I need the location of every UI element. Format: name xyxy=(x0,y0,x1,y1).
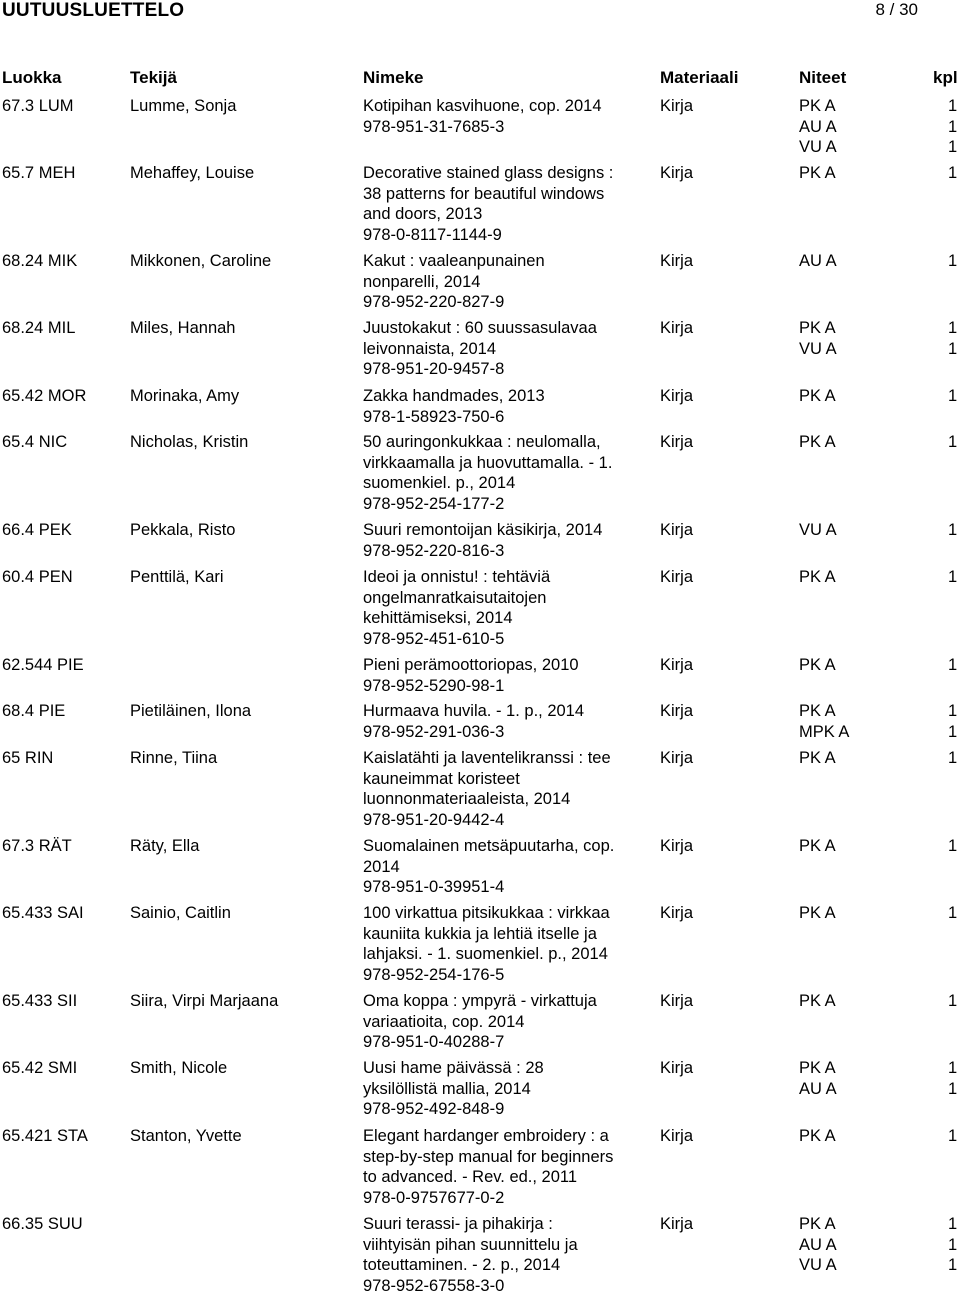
record-class: 68.24 MIL xyxy=(2,319,76,337)
record-title xyxy=(363,163,613,245)
record-title xyxy=(363,318,597,380)
record-title xyxy=(363,903,610,985)
record-isbn: 978-0-8117-1144-9 xyxy=(363,225,502,244)
record-title-line: Pieni perämoottoriopas, 2010 xyxy=(363,656,579,674)
record-title xyxy=(363,96,602,137)
holding-location: PK A xyxy=(799,656,836,674)
record-title xyxy=(363,567,550,649)
record-title-line: Decorative stained glass designs : xyxy=(363,164,614,182)
record-material: Kirja xyxy=(660,702,694,720)
holding-location: PK A xyxy=(799,387,836,405)
record-author: Nicholas, Kristin xyxy=(130,433,249,451)
holding-count: 1 xyxy=(948,339,958,358)
record-title-line: virkkaamalla ja huovuttamalla. - 1. xyxy=(363,453,613,472)
column-header-material: Materiaali xyxy=(660,68,739,87)
record-isbn: 978-952-492-848-9 xyxy=(363,1100,505,1119)
record-title-line: suomenkiel. p., 2014 xyxy=(363,474,516,493)
record-title-line: Elegant hardanger embroidery : a xyxy=(363,1127,609,1145)
record-class: 60.4 PEN xyxy=(2,568,73,586)
record-title-line: ongelmanratkaisutaitojen xyxy=(363,588,547,607)
record-material: Kirja xyxy=(660,568,694,586)
record-material: Kirja xyxy=(660,387,694,405)
record-title xyxy=(363,836,614,898)
record-title-line: Zakka handmades, 2013 xyxy=(363,387,545,405)
holding-count: 1 xyxy=(948,164,958,182)
record-class: 65.433 SAI xyxy=(2,904,84,922)
record-class: 65.7 MEH xyxy=(2,164,76,182)
record-title-line: 2014 xyxy=(363,857,400,876)
record-author: Smith, Nicole xyxy=(130,1059,228,1077)
column-header-class: Luokka xyxy=(2,68,62,87)
record-isbn: 978-951-31-7685-3 xyxy=(363,117,505,136)
record-title-line: kauneimmat koristeet xyxy=(363,769,520,788)
holding-location: MPK A xyxy=(799,722,850,741)
record-isbn: 978-952-451-610-5 xyxy=(363,629,505,648)
record-material: Kirja xyxy=(660,97,694,115)
holding-location: PK A xyxy=(799,1059,836,1077)
record-title-line: lahjaksi. - 1. suomenkiel. p., 2014 xyxy=(363,945,608,964)
holding-count: 1 xyxy=(948,117,958,136)
holding-count: 1 xyxy=(948,656,958,674)
holding-location: VU A xyxy=(799,138,837,157)
record-title xyxy=(363,520,602,561)
record-class: 65 RIN xyxy=(2,749,54,767)
record-title xyxy=(363,748,611,830)
record-class: 65.42 MOR xyxy=(2,387,87,405)
record-author: Penttilä, Kari xyxy=(130,568,224,586)
record-material: Kirja xyxy=(660,656,694,674)
holding-location: PK A xyxy=(799,702,836,720)
holding-location: VU A xyxy=(799,339,837,358)
record-title-line: Oma koppa : ympyrä - virkattuja xyxy=(363,992,597,1010)
record-class: 68.24 MIK xyxy=(2,252,78,270)
record-isbn: 978-951-20-9457-8 xyxy=(363,360,505,379)
holding-location: PK A xyxy=(799,904,836,922)
record-material: Kirja xyxy=(660,837,694,855)
record-title-line: Ideoi ja onnistu! : tehtäviä xyxy=(363,568,551,586)
record-title-line: 38 patterns for beautiful windows xyxy=(363,184,605,203)
record-isbn: 978-951-0-40288-7 xyxy=(363,1033,505,1052)
record-author: Mehaffey, Louise xyxy=(130,164,255,182)
holding-location: VU A xyxy=(799,1256,837,1275)
record-title xyxy=(363,432,612,514)
record-class: 65.433 SII xyxy=(2,992,78,1010)
record-title-line: Kaislatähti ja laventelikranssi : tee xyxy=(363,749,611,767)
holding-location: AU A xyxy=(799,1079,837,1098)
holding-location: PK A xyxy=(799,1127,836,1145)
record-title-line: Suomalainen metsäpuutarha, cop. xyxy=(363,837,615,855)
record-isbn: 978-952-5290-98-1 xyxy=(363,676,505,695)
record-material: Kirja xyxy=(660,433,694,451)
holding-count: 1 xyxy=(948,749,958,767)
column-header-notes: Niteet xyxy=(799,68,847,87)
holding-location: AU A xyxy=(799,252,837,270)
record-class: 62.544 PIE xyxy=(2,656,84,674)
record-isbn: 978-0-9757677-0-2 xyxy=(363,1188,505,1207)
record-title xyxy=(363,251,545,313)
record-title xyxy=(363,386,545,427)
holding-count: 1 xyxy=(948,722,958,741)
holding-count: 1 xyxy=(948,1215,958,1233)
record-title-line: leivonnaista, 2014 xyxy=(363,339,497,358)
holding-count: 1 xyxy=(948,387,958,405)
record-class: 65.421 STA xyxy=(2,1127,88,1145)
holding-location: AU A xyxy=(799,117,837,136)
record-title-line: and doors, 2013 xyxy=(363,205,483,224)
record-title-line: Suuri remontoijan käsikirja, 2014 xyxy=(363,521,603,539)
record-title-line: Kotipihan kasvihuone, cop. 2014 xyxy=(363,97,602,115)
record-material: Kirja xyxy=(660,164,694,182)
holding-count: 1 xyxy=(948,992,958,1010)
holding-count: 1 xyxy=(948,319,958,337)
holding-location: PK A xyxy=(799,164,836,182)
record-title-line: Juustokakut : 60 suussasulavaa xyxy=(363,319,597,337)
record-title-line: kehittämiseksi, 2014 xyxy=(363,609,513,628)
record-class: 65.42 SMI xyxy=(2,1059,78,1077)
holding-count: 1 xyxy=(948,97,958,115)
record-material: Kirja xyxy=(660,749,694,767)
record-isbn: 978-952-67558-3-0 xyxy=(363,1276,505,1295)
record-material: Kirja xyxy=(660,319,694,337)
record-class: 67.3 LUM xyxy=(2,97,74,115)
record-title-line: luonnonmateriaaleista, 2014 xyxy=(363,790,571,809)
holding-count: 1 xyxy=(948,1235,958,1254)
record-title-line: Suuri terassi- ja pihakirja : xyxy=(363,1215,553,1233)
record-author: Pekkala, Risto xyxy=(130,521,236,539)
holding-location: VU A xyxy=(799,521,837,539)
record-class: 66.35 SUU xyxy=(2,1215,83,1233)
holding-location: PK A xyxy=(799,749,836,767)
record-author: Stanton, Yvette xyxy=(130,1127,242,1145)
record-title-line: Uusi hame päivässä : 28 xyxy=(363,1059,544,1077)
holding-count: 1 xyxy=(948,1079,958,1098)
record-title-line: 50 auringonkukkaa : neulomalla, xyxy=(363,433,601,451)
holding-location: PK A xyxy=(799,837,836,855)
holding-count: 1 xyxy=(948,521,958,539)
record-material: Kirja xyxy=(660,904,694,922)
holding-location: PK A xyxy=(799,992,836,1010)
column-header-count: kpl xyxy=(933,68,958,87)
record-author: Sainio, Caitlin xyxy=(130,904,231,922)
record-class: 68.4 PIE xyxy=(2,702,66,720)
holding-count: 1 xyxy=(948,904,958,922)
record-material: Kirja xyxy=(660,252,694,270)
holding-location: PK A xyxy=(799,319,836,337)
holding-count: 1 xyxy=(948,568,958,586)
record-material: Kirja xyxy=(660,1059,694,1077)
record-title-line: to advanced. - Rev. ed., 2011 xyxy=(363,1168,578,1187)
record-title xyxy=(363,701,584,742)
record-author: Mikkonen, Caroline xyxy=(130,252,272,270)
holding-location: PK A xyxy=(799,568,836,586)
record-material: Kirja xyxy=(660,1215,694,1233)
record-isbn: 978-952-220-816-3 xyxy=(363,541,505,560)
record-author: Räty, Ella xyxy=(130,837,200,855)
record-author: Miles, Hannah xyxy=(130,319,236,337)
record-author: Siira, Virpi Marjaana xyxy=(130,992,279,1010)
record-title-line: toteuttaminen. - 2. p., 2014 xyxy=(363,1256,561,1275)
record-class: 67.3 RÄT xyxy=(2,837,72,855)
record-material: Kirja xyxy=(660,992,694,1010)
record-title-line: kauniita kukkia ja lehtiä itselle ja xyxy=(363,924,597,943)
record-material: Kirja xyxy=(660,521,694,539)
record-material: Kirja xyxy=(660,1127,694,1145)
column-header-author: Tekijä xyxy=(130,68,177,87)
record-title-line: Kakut : vaaleanpunainen xyxy=(363,252,545,270)
record-title xyxy=(363,1214,578,1296)
record-isbn: 978-952-291-036-3 xyxy=(363,722,505,741)
record-isbn: 978-952-254-177-2 xyxy=(363,494,505,513)
holding-count: 1 xyxy=(948,433,958,451)
record-isbn: 978-1-58923-750-6 xyxy=(363,407,505,426)
record-title xyxy=(363,1126,613,1208)
holding-count: 1 xyxy=(948,1256,958,1275)
holding-location: PK A xyxy=(799,1215,836,1233)
record-title-line: 100 virkattua pitsikukkaa : virkkaa xyxy=(363,904,610,922)
record-class: 66.4 PEK xyxy=(2,521,72,539)
record-author: Pietiläinen, Ilona xyxy=(130,702,252,720)
record-title-line: nonparelli, 2014 xyxy=(363,272,481,291)
record-title xyxy=(363,991,597,1053)
record-isbn: 978-951-20-9442-4 xyxy=(363,810,505,829)
page-title: UUTUUSLUETTELO xyxy=(2,0,185,21)
record-title-line: variaatioita, cop. 2014 xyxy=(363,1012,525,1031)
page-number: 8 / 30 xyxy=(875,0,918,19)
holding-count: 1 xyxy=(948,702,958,720)
holding-count: 1 xyxy=(948,138,958,157)
holding-location: PK A xyxy=(799,433,836,451)
record-title xyxy=(363,655,579,696)
record-title-line: viihtyisän pihan suunnittelu ja xyxy=(363,1235,578,1254)
record-isbn: 978-952-220-827-9 xyxy=(363,293,505,312)
record-isbn: 978-951-0-39951-4 xyxy=(363,878,505,897)
holding-location: PK A xyxy=(799,97,836,115)
holding-count: 1 xyxy=(948,252,958,270)
holding-location: AU A xyxy=(799,1235,837,1254)
holding-count: 1 xyxy=(948,1059,958,1077)
record-title xyxy=(363,1058,544,1120)
record-title-line: step-by-step manual for beginners xyxy=(363,1147,614,1166)
record-class: 65.4 NIC xyxy=(2,433,68,451)
record-isbn: 978-952-254-176-5 xyxy=(363,965,505,984)
record-author: Rinne, Tiina xyxy=(130,749,218,767)
column-header-title: Nimeke xyxy=(363,68,424,87)
holding-count: 1 xyxy=(948,837,958,855)
record-title-line: Hurmaava huvila. - 1. p., 2014 xyxy=(363,702,585,720)
holding-count: 1 xyxy=(948,1127,958,1145)
record-author: Lumme, Sonja xyxy=(130,97,237,115)
record-author: Morinaka, Amy xyxy=(130,387,240,405)
record-title-line: yksilöllistä mallia, 2014 xyxy=(363,1079,531,1098)
